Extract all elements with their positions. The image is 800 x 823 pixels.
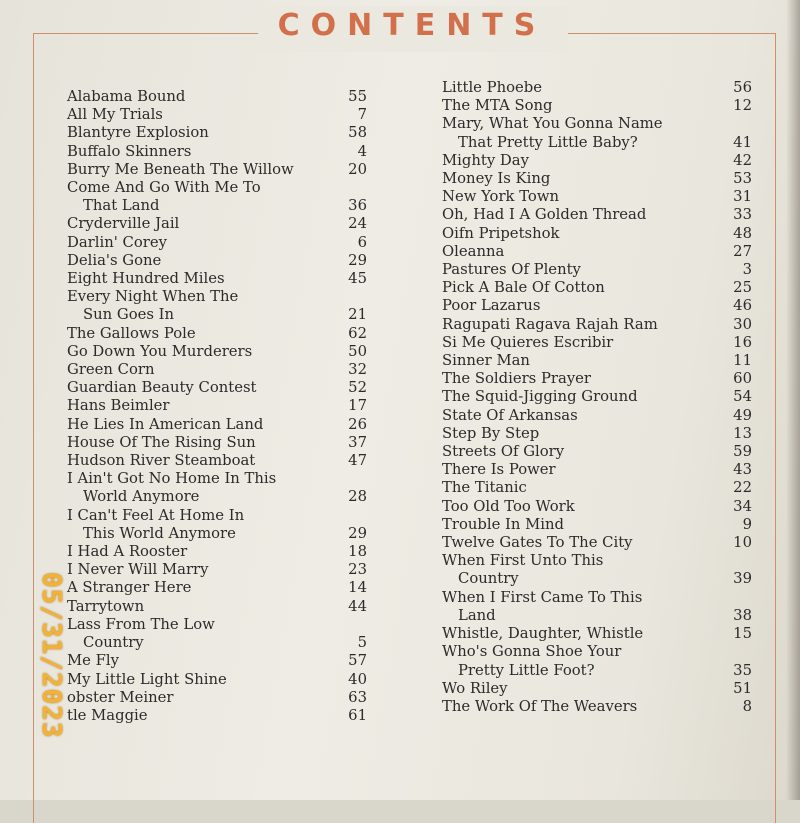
- contents-entry: [442, 443, 752, 461]
- entry-title: Alabama Bound: [67, 88, 186, 105]
- contents-entry: [442, 316, 752, 334]
- entry-title: Ragupati Ragava Rajah Ram: [442, 315, 658, 333]
- entry-title: State Of Arkansas: [442, 406, 578, 424]
- entry-title-continued: Country: [83, 634, 144, 652]
- entry-page-number: 32: [348, 361, 367, 379]
- entry-page-number: 40: [348, 670, 367, 688]
- contents-entry: [442, 352, 752, 370]
- contents-entry: [67, 179, 367, 215]
- contents-entry: [67, 707, 367, 725]
- contents-entry: [67, 689, 367, 707]
- entry-page-number: 59: [733, 443, 752, 461]
- entry-title: Hans Beimler: [67, 397, 170, 415]
- entry-page-number: 24: [348, 215, 367, 233]
- entry-title: The Titanic: [442, 479, 527, 497]
- entry-title: Oleanna: [442, 242, 505, 260]
- contents-entry: [67, 288, 367, 324]
- entry-title: Twelve Gates To The City: [442, 534, 633, 552]
- contents-entry: [67, 397, 367, 415]
- entry-title: Eight Hundred Miles: [67, 270, 225, 288]
- contents-entry: [67, 88, 367, 106]
- entry-title: When First Unto This: [442, 552, 604, 570]
- entry-title: Money Is King: [442, 170, 551, 188]
- entry-title: Me Fly: [67, 652, 119, 670]
- entry-page-number: 61: [348, 706, 367, 724]
- contents-entry: [67, 234, 367, 252]
- entry-title: All My Trials: [67, 106, 163, 124]
- entry-page-number: 38: [733, 606, 752, 624]
- entry-title: Too Old Too Work: [442, 497, 575, 515]
- entry-page-number: 51: [733, 679, 752, 697]
- entry-page-number: 62: [348, 324, 367, 342]
- entry-page-number: 8: [742, 697, 752, 715]
- entry-title: The MTA Song: [442, 97, 553, 115]
- contents-entry: [442, 680, 752, 698]
- contents-entry: [442, 407, 752, 425]
- contents-entry: [67, 270, 367, 288]
- entry-title-continued: That Pretty Little Baby?: [458, 133, 638, 151]
- contents-right-column: [442, 79, 752, 716]
- entry-page-number: 21: [348, 306, 367, 324]
- contents-entry: [67, 671, 367, 689]
- contents-entry: [442, 170, 752, 188]
- contents-entry: [67, 361, 367, 379]
- entry-title-continued: Pretty Little Foot?: [458, 661, 595, 679]
- entry-title: Streets Of Glory: [442, 443, 565, 461]
- entry-page-number: 33: [733, 206, 752, 224]
- contents-entry: [67, 215, 367, 233]
- entry-page-number: 12: [733, 97, 752, 115]
- entry-page-number: 43: [733, 461, 752, 479]
- contents-entry: [67, 434, 367, 452]
- entry-title: Whistle, Daughter, Whistle: [442, 625, 644, 643]
- contents-entry: [442, 625, 752, 643]
- contents-entry: [442, 206, 752, 224]
- entry-title: Little Phoebe: [442, 79, 543, 96]
- contents-entry: [67, 161, 367, 179]
- entry-page-number: 6: [357, 233, 367, 251]
- contents-entry: [67, 543, 367, 561]
- contents-entry: [67, 325, 367, 343]
- entry-page-number: 48: [733, 224, 752, 242]
- date-stamp: 05/31/2023: [36, 572, 66, 739]
- entry-title: Go Down You Murderers: [67, 342, 253, 360]
- entry-page-number: 55: [348, 88, 367, 105]
- entry-page-number: 14: [348, 579, 367, 597]
- contents-entry: [442, 589, 752, 625]
- entry-page-number: 49: [733, 406, 752, 424]
- contents-entry: [67, 416, 367, 434]
- entry-title: Sinner Man: [442, 352, 530, 370]
- contents-entry: [67, 124, 367, 142]
- entry-page-number: 16: [733, 333, 752, 351]
- entry-page-number: 7: [357, 106, 367, 124]
- entry-title-continued: Sun Goes In: [83, 306, 175, 324]
- entry-title: I Can't Feel At Home In: [67, 506, 245, 524]
- contents-entry: [442, 188, 752, 206]
- entry-title: A Stranger Here: [67, 579, 192, 597]
- entry-title: Cryderville Jail: [67, 215, 180, 233]
- entry-title-continued: World Anymore: [83, 488, 200, 506]
- entry-page-number: 44: [348, 597, 367, 615]
- contents-entry: [442, 698, 752, 716]
- contents-entry: [442, 370, 752, 388]
- entry-page-number: 25: [733, 279, 752, 297]
- entry-title: I Never Will Marry: [67, 561, 209, 579]
- entry-title: There Is Power: [442, 461, 556, 479]
- entry-title: I Ain't Got No Home In This: [67, 470, 277, 488]
- contents-entry: [442, 243, 752, 261]
- contents-entry: [67, 379, 367, 397]
- entry-title: Trouble In Mind: [442, 515, 565, 533]
- contents-entry: [442, 479, 752, 497]
- entry-title: Tarrytown: [67, 597, 145, 615]
- entry-title: Come And Go With Me To: [67, 179, 261, 197]
- entry-title: Si Me Quieres Escribir: [442, 333, 614, 351]
- entry-page-number: 15: [733, 625, 752, 643]
- entry-page-number: 31: [733, 188, 752, 206]
- entry-title: Burry Me Beneath The Willow: [67, 160, 294, 178]
- entry-page-number: 36: [348, 197, 367, 215]
- contents-entry: [67, 470, 367, 506]
- entry-title: Oifn Pripetshok: [442, 224, 560, 242]
- entry-title: Lass From The Low: [67, 615, 215, 633]
- contents-entry: [442, 79, 752, 97]
- contents-entry: [442, 534, 752, 552]
- contents-entry: [442, 552, 752, 588]
- entry-page-number: 39: [733, 570, 752, 588]
- entry-page-number: 17: [348, 397, 367, 415]
- contents-entry: [67, 616, 367, 652]
- entry-title: The Squid-Jigging Ground: [442, 388, 638, 406]
- entry-title: Hudson River Steamboat: [67, 452, 256, 470]
- entry-title: When I First Came To This: [442, 588, 643, 606]
- contents-entry: [442, 643, 752, 679]
- entry-page-number: 4: [357, 142, 367, 160]
- contents-entry: [442, 498, 752, 516]
- contents-entry: [67, 561, 367, 579]
- entry-page-number: 37: [348, 433, 367, 451]
- page-edge-shadow: [786, 0, 800, 800]
- contents-entry: [67, 143, 367, 161]
- contents-entry: [442, 152, 752, 170]
- contents-left-column: [67, 88, 367, 725]
- entry-page-number: 46: [733, 297, 752, 315]
- entry-title: obster Meiner: [67, 688, 174, 706]
- entry-title: Poor Lazarus: [442, 297, 541, 315]
- entry-page-number: 28: [348, 488, 367, 506]
- entry-page-number: 10: [733, 534, 752, 552]
- contents-entry: [442, 388, 752, 406]
- entry-page-number: 9: [742, 515, 752, 533]
- contents-entry: [442, 297, 752, 315]
- entry-title: Step By Step: [442, 424, 540, 442]
- entry-title: Darlin' Corey: [67, 233, 167, 251]
- entry-title: House Of The Rising Sun: [67, 433, 256, 451]
- entry-page-number: 29: [348, 251, 367, 269]
- entry-page-number: 60: [733, 370, 752, 388]
- entry-title-continued: Land: [458, 606, 496, 624]
- entry-page-number: 45: [348, 270, 367, 288]
- entry-page-number: 41: [733, 133, 752, 151]
- entry-title: Pastures Of Plenty: [442, 261, 581, 279]
- contents-entry: [67, 252, 367, 270]
- entry-page-number: 18: [348, 543, 367, 561]
- contents-entry: [442, 425, 752, 443]
- contents-entry: [442, 115, 752, 151]
- entry-page-number: 47: [348, 452, 367, 470]
- contents-entry: [67, 598, 367, 616]
- entry-page-number: 5: [357, 634, 367, 652]
- entry-page-number: 52: [348, 379, 367, 397]
- contents-entry: [67, 343, 367, 361]
- contents-entry: [442, 261, 752, 279]
- entry-title-continued: That Land: [83, 197, 160, 215]
- entry-title: Every Night When The: [67, 288, 239, 306]
- entry-title: Green Corn: [67, 361, 155, 379]
- entry-title: Guardian Beauty Contest: [67, 379, 257, 397]
- entry-title: Buffalo Skinners: [67, 142, 192, 160]
- entry-page-number: 42: [733, 151, 752, 169]
- entry-page-number: 54: [733, 388, 752, 406]
- entry-page-number: 13: [733, 424, 752, 442]
- contents-entry: [442, 516, 752, 534]
- entry-page-number: 35: [733, 661, 752, 679]
- entry-page-number: 29: [348, 524, 367, 542]
- contents-entry: [67, 579, 367, 597]
- contents-entry: [67, 507, 367, 543]
- contents-entry: [442, 225, 752, 243]
- entry-title: Blantyre Explosion: [67, 124, 209, 142]
- entry-title: Pick A Bale Of Cotton: [442, 279, 605, 297]
- entry-title: The Soldiers Prayer: [442, 370, 592, 388]
- entry-page-number: 27: [733, 242, 752, 260]
- entry-title: tle Maggie: [67, 706, 148, 724]
- entry-title: I Had A Rooster: [67, 543, 188, 561]
- entry-page-number: 22: [733, 479, 752, 497]
- entry-page-number: 20: [348, 160, 367, 178]
- entry-title: Mighty Day: [442, 151, 529, 169]
- contents-entry: [442, 461, 752, 479]
- entry-title: My Little Light Shine: [67, 670, 227, 688]
- contents-entry: [442, 334, 752, 352]
- entry-title: Oh, Had I A Golden Thread: [442, 206, 647, 224]
- entry-title: Who's Gonna Shoe Your: [442, 643, 622, 661]
- entry-page-number: 56: [733, 79, 752, 96]
- entry-page-number: 53: [733, 170, 752, 188]
- entry-page-number: 58: [348, 124, 367, 142]
- entry-page-number: 3: [742, 261, 752, 279]
- entry-title: Mary, What You Gonna Name: [442, 115, 663, 133]
- entry-title: He Lies In American Land: [67, 415, 264, 433]
- entry-page-number: 34: [733, 497, 752, 515]
- page-title: CONTENTS: [277, 8, 547, 43]
- entry-title: New York Town: [442, 188, 560, 206]
- entry-title-continued: Country: [458, 570, 519, 588]
- entry-page-number: 11: [733, 352, 752, 370]
- contents-entry: [442, 279, 752, 297]
- entry-page-number: 30: [733, 315, 752, 333]
- entry-title: Wo Riley: [442, 679, 508, 697]
- contents-entry: [67, 652, 367, 670]
- entry-page-number: 57: [348, 652, 367, 670]
- contents-entry: [67, 452, 367, 470]
- entry-title: Delia's Gone: [67, 251, 162, 269]
- contents-entry: [67, 106, 367, 124]
- entry-page-number: 23: [348, 561, 367, 579]
- entry-page-number: 63: [348, 688, 367, 706]
- entry-title-continued: This World Anymore: [83, 524, 236, 542]
- contents-entry: [442, 97, 752, 115]
- entry-title: The Gallows Pole: [67, 324, 196, 342]
- entry-title: The Work Of The Weavers: [442, 697, 638, 715]
- entry-page-number: 50: [348, 342, 367, 360]
- entry-page-number: 26: [348, 415, 367, 433]
